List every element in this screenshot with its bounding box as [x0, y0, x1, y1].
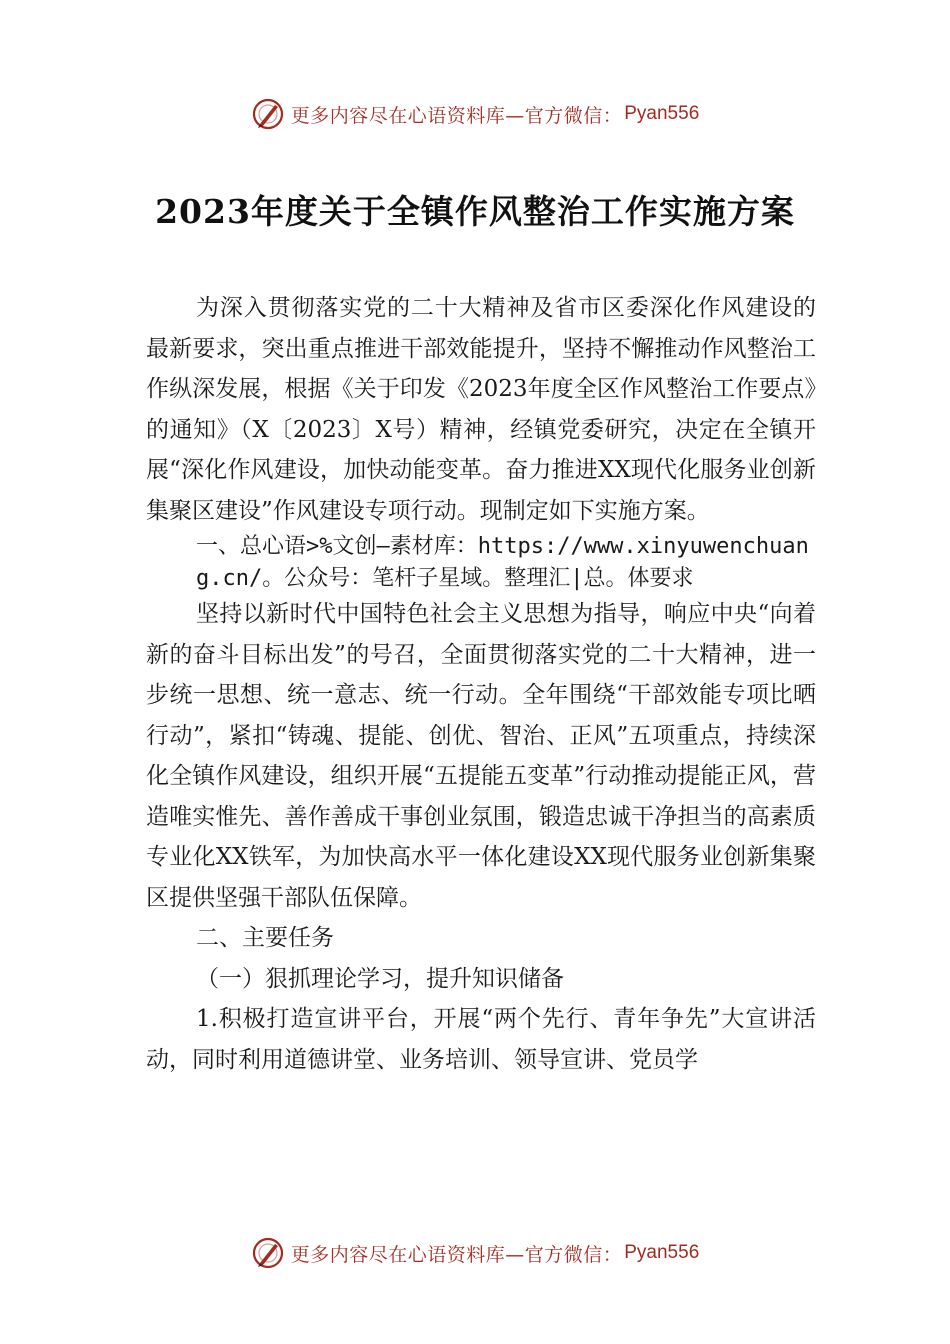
watermark-wechat-id: Pyan556 — [624, 1242, 700, 1263]
watermark-text: 更多内容尽在心语资料库—官方微信： — [290, 104, 623, 127]
pen-circle-logo-icon — [251, 1236, 285, 1270]
inserted-promo-note: 一、总心语>%文创—素材库：https://www.xinyuwenchuang.cn/。公众号：笔杆子星域。整理汇|总。体要求 — [196, 534, 809, 591]
section2-heading: 二、主要任务 — [196, 925, 334, 951]
watermark-text: 更多内容尽在心语资料库—官方微信： — [290, 1243, 623, 1266]
watermark-banner-top — [0, 94, 950, 134]
document-body — [146, 288, 816, 1080]
section1-paragraph: 坚持以新时代中国特色社会主义思想为指导，响应中央“向着新的奋斗目标出发”的号召，全面贯彻落实党的二十大精神，进一步统一思想、统一意志、统一行动。全年围绕“干部效能专项比晒行动”，紧扣“铸魂、提能、创优、智治、正风”五项重点，持续深化全镇作风建设，组织开展“五提能五变革”行动推动提能正风，营造唯实惟先、善作善成干事创业氛围，锻造忠诚干净担当的高素质专业化XX铁军，为加快高水平一体化建设XX现代服务业创新集聚区提供坚强干部队伍保障。 — [146, 601, 816, 911]
subsection1-heading: （一）狠抓理论学习，提升知识储备 — [196, 965, 564, 992]
watermark-banner-bottom — [0, 1233, 950, 1273]
pen-circle-logo-icon — [251, 97, 285, 131]
watermark-wechat-id: Pyan556 — [624, 103, 700, 124]
item1-paragraph: 1.积极打造宣讲平台，开展“两个先行、青年争先”大宣讲活动，同时利用道德讲堂、业务培训、领导宣讲、党员学 — [146, 1006, 816, 1073]
intro-paragraph: 为深入贯彻落实党的二十大精神及省市区委深化作风建设的最新要求，突出重点推进干部效能提升，坚持不懈推动作风整治工作纵深发展，根据《关于印发《2023年度全区作风整治工作要点》的通知》（X〔2023〕X号）精神，经镇党委研究，决定在全镇开展“深化作风建设，加快动能变革。奋力推进XX现代化服务业创新集聚区建设”作风建设专项行动。现制定如下实施方案。 — [146, 295, 816, 524]
document-title: 2023年度关于全镇作风整治工作实施方案 — [155, 192, 795, 231]
